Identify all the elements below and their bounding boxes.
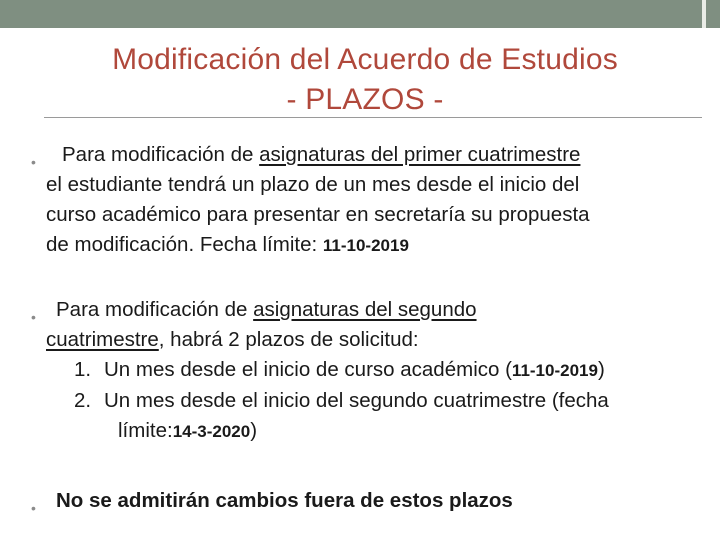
p1-underlined: asignaturas del primer cuatrimestre [259,143,581,166]
list-item-1-text: Un mes desde el inicio de curso académico ( [104,358,512,381]
bullet-2: • [31,309,36,325]
list-item-2-cont: límite: [118,419,173,442]
p1-deadline: 11-10-2019 [322,236,409,255]
p2-tail: , habrá 2 plazos de solicitud: [158,328,419,351]
p1-line-2: el estudiante tendrá un plazo de un mes desde el inicio del [46,173,580,196]
paragraph-segundo-cuatrimestre [46,295,706,447]
paragraph-primer-cuatrimestre [46,140,706,261]
list-item-2-date: 14-3-2020 [172,422,251,441]
list-number-2: 2. [74,389,92,412]
list-number-1: 1. [74,358,92,381]
list-item-2-text: Un mes desde el inicio del segundo cuatrimestre (fecha [104,389,609,412]
list-item-2 [74,386,706,416]
p2-lead: Para modificación de [56,298,254,321]
p1-line-4: de modificación. Fecha límite: [46,233,323,256]
list-item-2-close: ) [250,419,258,442]
p1-lead: Para modificación de [62,143,260,166]
title-line-2: - PLAZOS - [286,83,444,116]
paragraph-no-cambios [56,486,716,516]
bullet-1: • [31,154,36,170]
p2-underlined-1: asignaturas del segundo [253,298,477,321]
p2-underlined-2: cuatrimestre [46,328,159,351]
bullet-3: • [31,500,36,516]
title-line-1: Modificación del Acuerdo de Estudios [112,43,618,76]
p3-text: No se admitirán cambios fuera de estos plazos [56,489,513,512]
p1-line-3: curso académico para presentar en secretaría su propuesta [46,203,590,226]
list-item-1-close: ) [597,358,605,381]
list-item-1-date: 11-10-2019 [511,361,598,380]
list-item-1 [74,355,706,386]
